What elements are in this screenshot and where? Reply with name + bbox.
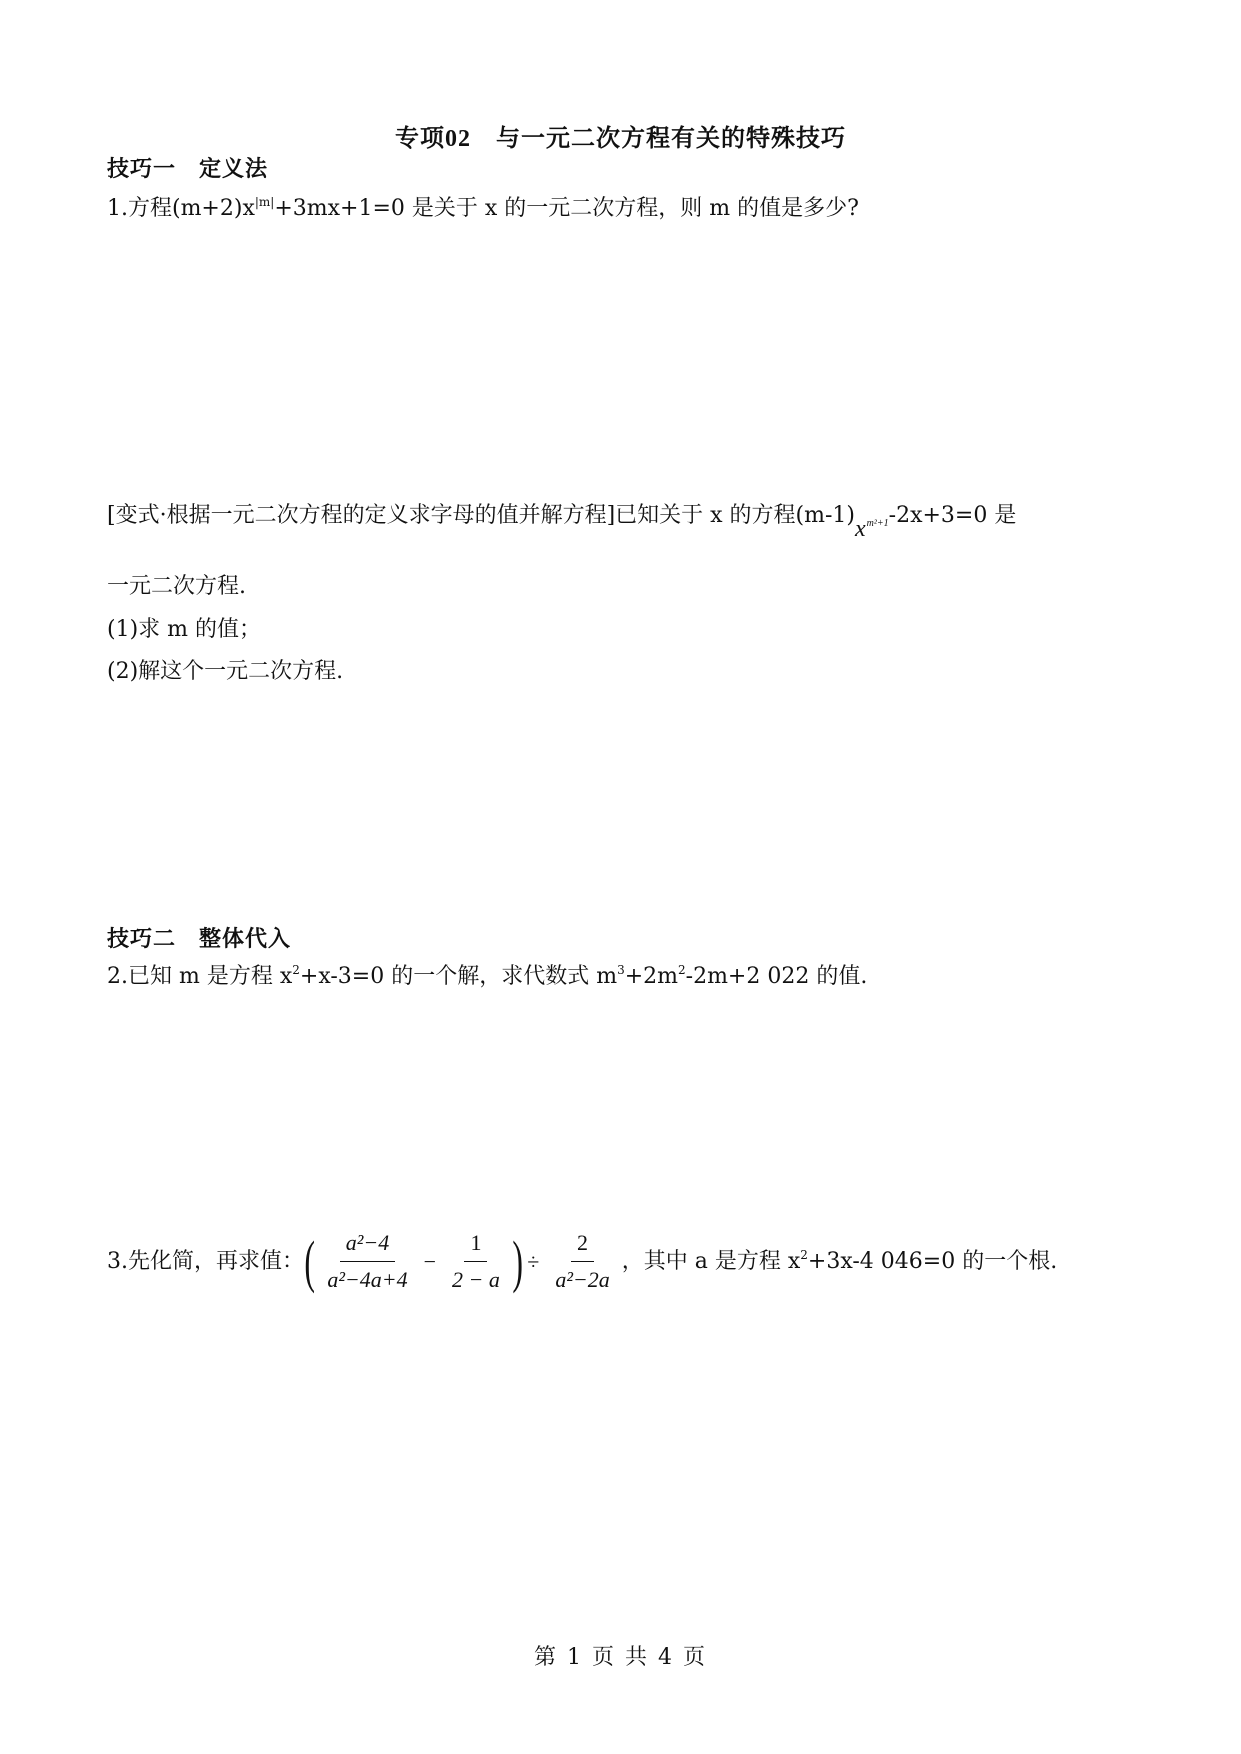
left-paren: (: [304, 1228, 315, 1294]
variant-sub-1: (1)求 m 的值；: [107, 617, 262, 642]
q3-text-c: +3x-4 046=0 的一个根.: [807, 1248, 1058, 1274]
q2-sup-1: 2: [292, 963, 300, 977]
q2-text-d: -2m+2 022 的值.: [685, 964, 868, 989]
variant-sub-2: (2)解这个一元二次方程.: [107, 659, 344, 684]
fraction-2-numerator: 1: [464, 1228, 487, 1262]
question-2: [107, 962, 867, 992]
fraction-3-denominator: a²−2a: [555, 1267, 610, 1292]
question-1: [107, 194, 859, 224]
q1-text-a: 1.方程(m+2)x: [107, 196, 255, 221]
title-prefix: 专项: [395, 123, 445, 152]
variant-text-a: [变式·根据一元二次方程的定义求字母的值并解方程]已知关于 x 的方程(m-1): [107, 503, 856, 528]
divide-sign: ÷: [527, 1248, 540, 1274]
q1-text-b: +3mx+1=0 是关于 x 的一元二次方程，则 m 的值是多少?: [274, 196, 859, 221]
variant-text-b: -2x+3=0 是: [888, 503, 1017, 528]
fraction-1-numerator: a²−4: [340, 1228, 395, 1262]
fraction-2-denominator: 2 − a: [452, 1267, 500, 1292]
q3-text-b: ，其中 a 是方程 x: [621, 1248, 801, 1274]
q2-text-a: 2.已知 m 是方程 x: [107, 964, 293, 989]
q3-expression: [304, 1228, 622, 1295]
page-title: [0, 118, 1241, 153]
question-3: [107, 1228, 1057, 1295]
title-text: 与一元二次方程有关的特殊技巧: [496, 123, 846, 152]
q2-sup-2: 3: [617, 963, 625, 977]
right-paren: ): [512, 1228, 523, 1294]
title-number: 02: [445, 126, 471, 152]
section-heading-1: 技巧一 定义法: [107, 156, 269, 182]
fraction-1: [321, 1228, 413, 1295]
variant-exponent: m²+1: [866, 518, 889, 529]
fraction-1-denominator: a²−4a+4: [327, 1267, 408, 1292]
fraction-3: [549, 1228, 615, 1295]
q3-sup: 2: [800, 1247, 808, 1262]
minus-sign: −: [423, 1248, 437, 1274]
q1-exponent: |m|: [254, 195, 275, 209]
q2-text-b: +x-3=0 的一个解，求代数式 m: [299, 964, 618, 989]
variant-question: [107, 500, 1017, 542]
variant-x: $x^{m^2+1}$: [855, 516, 889, 542]
page-footer: 第 1 页 共 4 页: [534, 1645, 707, 1670]
section-heading-2: 技巧二 整体代入: [107, 926, 292, 952]
fraction-3-numerator: 2: [571, 1228, 594, 1262]
q3-text-a: 3.先化简，再求值：: [107, 1248, 304, 1274]
q2-sup-3: 2: [678, 963, 686, 977]
variant-text-c: 一元二次方程.: [107, 574, 246, 599]
fraction-2: [446, 1228, 506, 1295]
q2-text-c: +2m: [624, 964, 678, 989]
